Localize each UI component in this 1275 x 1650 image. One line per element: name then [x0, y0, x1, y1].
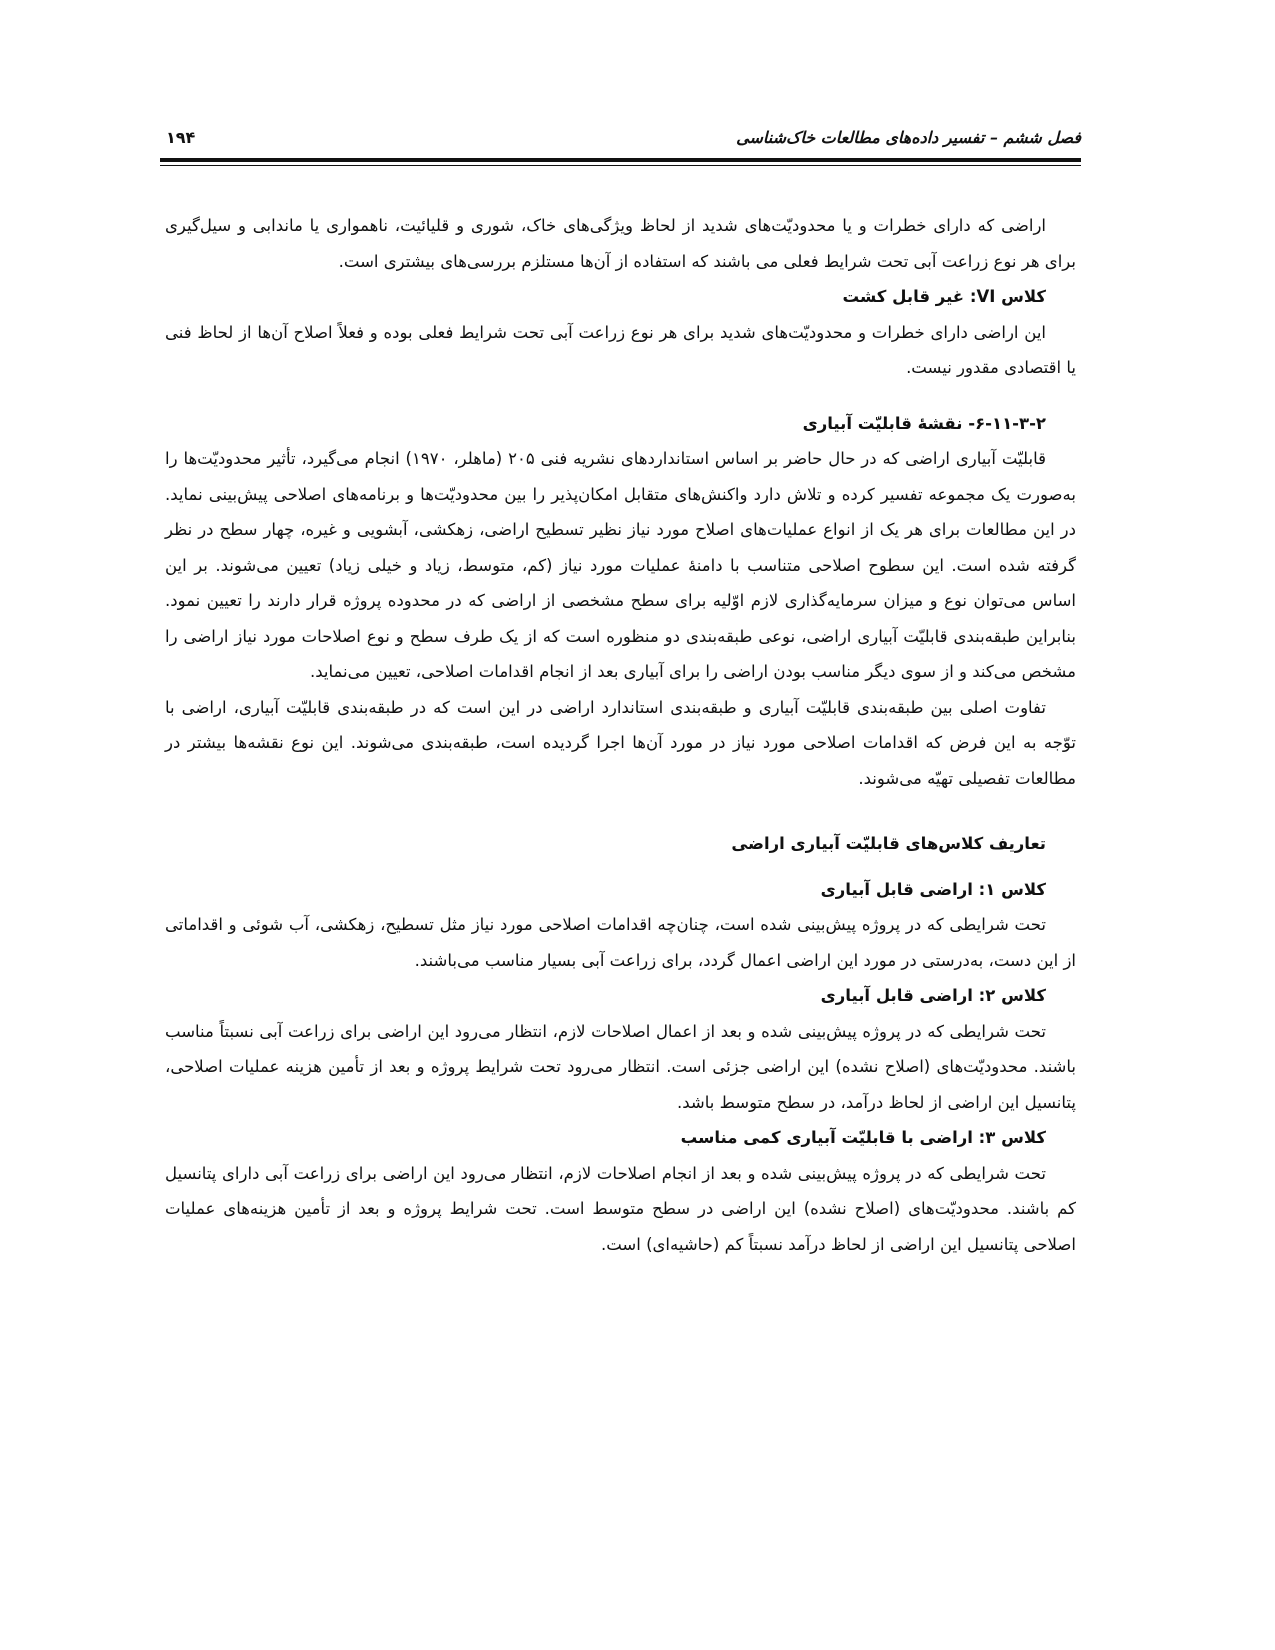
section-paragraph-1: قابلیّت آبیاری اراضی که در حال حاضر بر اساس استانداردهای نشریه فنی ۲۰۵ (ماهلر، ۱۹۷۰) انجام می‌گیرد، تأثیر محدودیّت‌ها را به‌صورت یک مجموعه تفسیر کرده و تلاش دارد واکنش‌های متقابل امکان‌پذیر را بین محدودیّت‌ها و برنامه‌های اصلاحی پیش‌بینی نماید. در این مطالعات برای هر یک از انواع عملیات‌های اصلاح مورد نیاز نظیر تسطیح اراضی، زهکشی، آبشویی و غیره، چهار سطح در نظر گرفته شده است. این سطوح اصلاحی متناسب با دامنهٔ عملیات مورد نیاز (کم، متوسط، زیاد و خیلی زیاد) تعیین می‌شوند. بر این اساس می‌توان نوع و میزان سرمایه‌گذاری لازم اوّلیه برای سطح مشخصی از اراضی که در محدوده پروژه قرار دارند را تعیین نمود. بنابراین طبقه‌بندی قابلیّت آبیاری اراضی، نوعی طبقه‌بندی دو منظوره است که از یک طرف سطح و نوع اصلاحات مورد نیاز اراضی را مشخص می‌کند و از سوی دیگر مناسب بودن اراضی را برای آبیاری بعد از انجام اقدامات اصلاحی، تعیین می‌نماید. — [165, 449, 1076, 681]
body-text — [165, 208, 1076, 1262]
class-2-heading: کلاس ۲: اراضی قابل آبیاری — [820, 986, 1046, 1005]
header-rule-thin — [160, 165, 1081, 166]
class-2-paragraph: تحت شرایطی که در پروژه پیش‌بینی شده و بعد از اعمال اصلاحات لازم، انتظار می‌رود این اراضی برای زراعت آبی نسبتاً مناسب باشند. محدودیّت‌های (اصلاح نشده) این اراضی جزئی است. انتظار می‌رود تحت شرایط پروژه و بعد از تأمین هزینه عملیات اصلاحی، پتانسیل این اراضی از لحاظ درآمد، در سطح متوسط باشد. — [165, 1021, 1076, 1112]
definitions-heading: تعاریف کلاس‌های قابلیّت آبیاری اراضی — [731, 834, 1046, 853]
intro-paragraph: اراضی که دارای خطرات و یا محدودیّت‌های شدید از لحاظ ویژگی‌های خاک، شوری و قلیائیت، ناهمواری یا ماندابی و سیل‌گیری برای هر نوع زراعت آبی تحت شرایط فعلی می باشند که استفاده از آن‌ها مستلزم بررسی‌های بیشتری است. — [165, 216, 1076, 271]
class-1-heading: کلاس ۱: اراضی قابل آبیاری — [820, 879, 1046, 899]
chapter-title: فصل ششم – تفسیر داده‌های مطالعات خاک‌شناسی — [736, 128, 1081, 147]
header-rule-thick — [160, 158, 1081, 162]
class-3-paragraph: تحت شرایطی که در پروژه پیش‌بینی شده و بعد از انجام اصلاحات لازم، انتظار می‌رود این اراضی برای زراعت آبی دارای پتانسیل کم باشند. محدودیّت‌های (اصلاح نشده) این اراضی در سطح متوسط است. تحت شرایط پروژه و بعد از تأمین هزینه‌های عملیات اصلاحی پتانسیل این اراضی از لحاظ درآمد نسبتاً کم (حاشیه‌ای) است. — [165, 1163, 1076, 1254]
class-3-heading: کلاس ۳: اراضی با قابلیّت آبیاری کمی مناسب — [680, 1128, 1046, 1147]
page-number: ۱۹۴ — [166, 128, 196, 147]
class-1-paragraph: تحت شرایطی که در پروژه پیش‌بینی شده است، چنان‌چه اقدامات اصلاحی مورد نیاز مثل تسطیح، زهکشی، آب شوئی و اقداماتی از این دست، به‌درستی در مورد این اراضی اعمال گردد، برای زراعت آبی بسیار مناسب می‌باشند. — [165, 915, 1076, 970]
running-header — [160, 122, 1081, 158]
section-heading: ۶-۱۱-۳-۲- نقشهٔ قابلیّت آبیاری — [802, 413, 1046, 433]
class-6-heading: کلاس VI: غیر قابل کشت — [842, 287, 1046, 306]
section-paragraph-2: تفاوت اصلی بین طبقه‌بندی قابلیّت آبیاری و طبقه‌بندی استاندارد اراضی در این است که در طبقه‌بندی قابلیّت آبیاری، اراضی با توّجه به این فرض که اقدامات اصلاحی مورد نیاز در مورد آن‌ها اجرا گردیده است، طبقه‌بندی می‌شوند. این نوع نقشه‌ها بیشتر در مطالعات تفصیلی تهیّه می‌شوند. — [165, 697, 1076, 788]
class-6-paragraph: این اراضی دارای خطرات و محدودیّت‌های شدید برای هر نوع زراعت آبی تحت شرایط فعلی بوده و فعلاً اصلاح آن‌ها از لحاظ فنی یا اقتصادی مقدور نیست. — [165, 322, 1076, 377]
